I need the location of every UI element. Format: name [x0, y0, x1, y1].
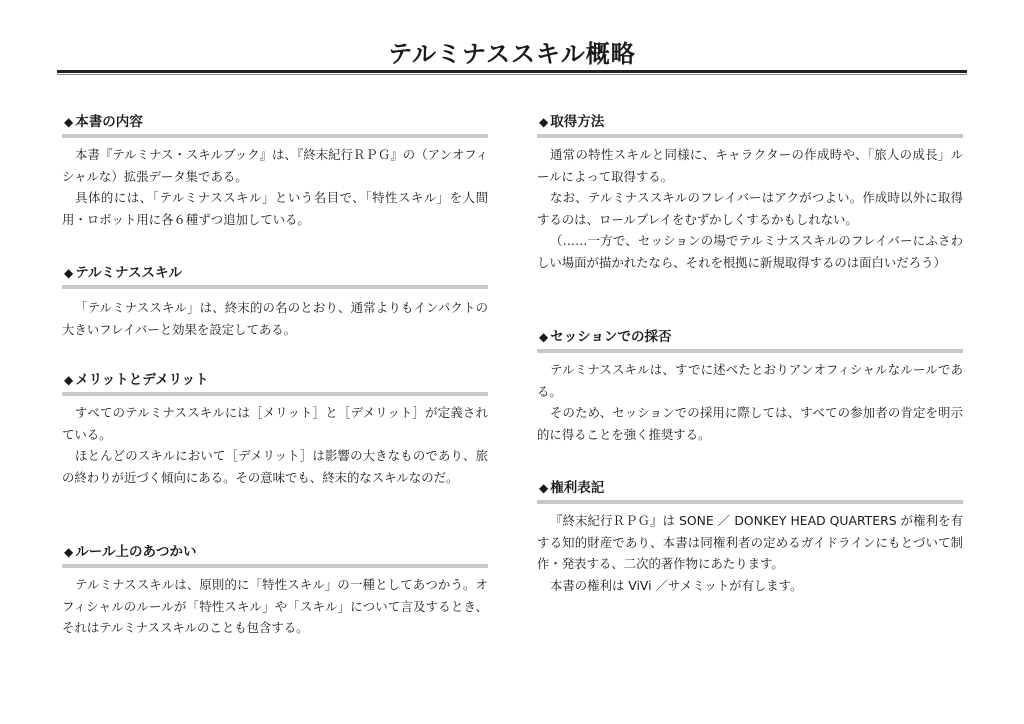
diamond-bullet-icon: ◆ [64, 545, 74, 559]
section-contents [62, 110, 488, 230]
section-heading: ◆ テルミナススキル [62, 261, 488, 289]
paragraph: 本書の権利は ViVi ／サメミットが有します。 [550, 577, 803, 593]
diamond-bullet-icon: ◆ [539, 481, 549, 495]
paragraph: 『終末紀行ＲＰＧ』は SONE ／ DONKEY HEAD QUARTERS が権利を有する知的財産であり、本書は同権利者の定めるガイドラインにもとづいて制作・発表する、二次的著作物にあたります。 [537, 513, 963, 571]
diamond-bullet-icon: ◆ [64, 373, 74, 387]
paragraph: ほとんどのスキルにおいて［デメリット］は影響の大きなものであり、旅の終わりが近づく傾向にある。その意味でも、終末的なスキルなのだ。 [62, 448, 488, 485]
diamond-bullet-icon: ◆ [539, 330, 549, 344]
section-heading: ◆ 権利表記 [537, 476, 963, 504]
title-rule-thin [57, 74, 967, 75]
paragraph: 具体的には、「テルミナススキル」という名目で、「特性スキル」を人間用・ロボット用に各６種ずつ追加している。 [62, 190, 488, 227]
paragraph: すべてのテルミナススキルには［メリット］と［デメリット］が定義されている。 [62, 405, 488, 442]
paragraph: （……一方で、セッションの場でテルミナススキルのフレイバーにふさわしい場面が描かれたなら、それを根拠に新規取得するのは面白いだろう） [537, 233, 963, 270]
paragraph: 「テルミナススキル」は、終末的の名のとおり、通常よりもインパクトの大きいフレイバーと効果を設定してある。 [62, 300, 488, 337]
section-merit [62, 368, 488, 488]
section-acquire [537, 110, 963, 273]
paragraph: テルミナススキルは、原則的に「特性スキル」の一種としてあつかう。オフィシャルのルールが「特性スキル」や「スキル」について言及するとき、それはテルミナススキルのことも包含する。 [62, 577, 488, 635]
diamond-bullet-icon: ◆ [64, 266, 74, 280]
section-rights [537, 476, 963, 596]
section-heading: ◆ 本書の内容 [62, 110, 488, 138]
section-heading: ◆ 取得方法 [537, 110, 963, 138]
section-session [537, 325, 963, 445]
paragraph: テルミナススキルは、すでに述べたとおりアンオフィシャルなルールである。 [537, 362, 963, 399]
paragraph: 通常の特性スキルと同様に、キャラクターの作成時や、「旅人の成長」ルールによって取得する。 [537, 147, 963, 184]
title-rule [57, 70, 967, 73]
section-heading: ◆ メリットとデメリット [62, 368, 488, 396]
section-terminus [62, 261, 488, 340]
paragraph: そのため、セッションでの採用に際しては、すべての参加者の肯定を明示的に得ることを強く推奨する。 [537, 405, 963, 442]
paragraph: 本書『テルミナス・スキルブック』は、『終末紀行ＲＰＧ』の（アンオフィシャルな）拡張データ集である。 [62, 147, 488, 184]
section-heading: ◆ ルール上のあつかい [62, 540, 488, 568]
section-rules [62, 540, 488, 639]
page-title: テルミナススキル概略 [388, 40, 636, 68]
section-heading: ◆ セッションでの採否 [537, 325, 963, 353]
paragraph: なお、テルミナススキルのフレイバーはアクがつよい。作成時以外に取得するのは、ロールプレイをむずかしくするかもしれない。 [537, 190, 963, 227]
diamond-bullet-icon: ◆ [64, 115, 74, 129]
diamond-bullet-icon: ◆ [539, 115, 549, 129]
